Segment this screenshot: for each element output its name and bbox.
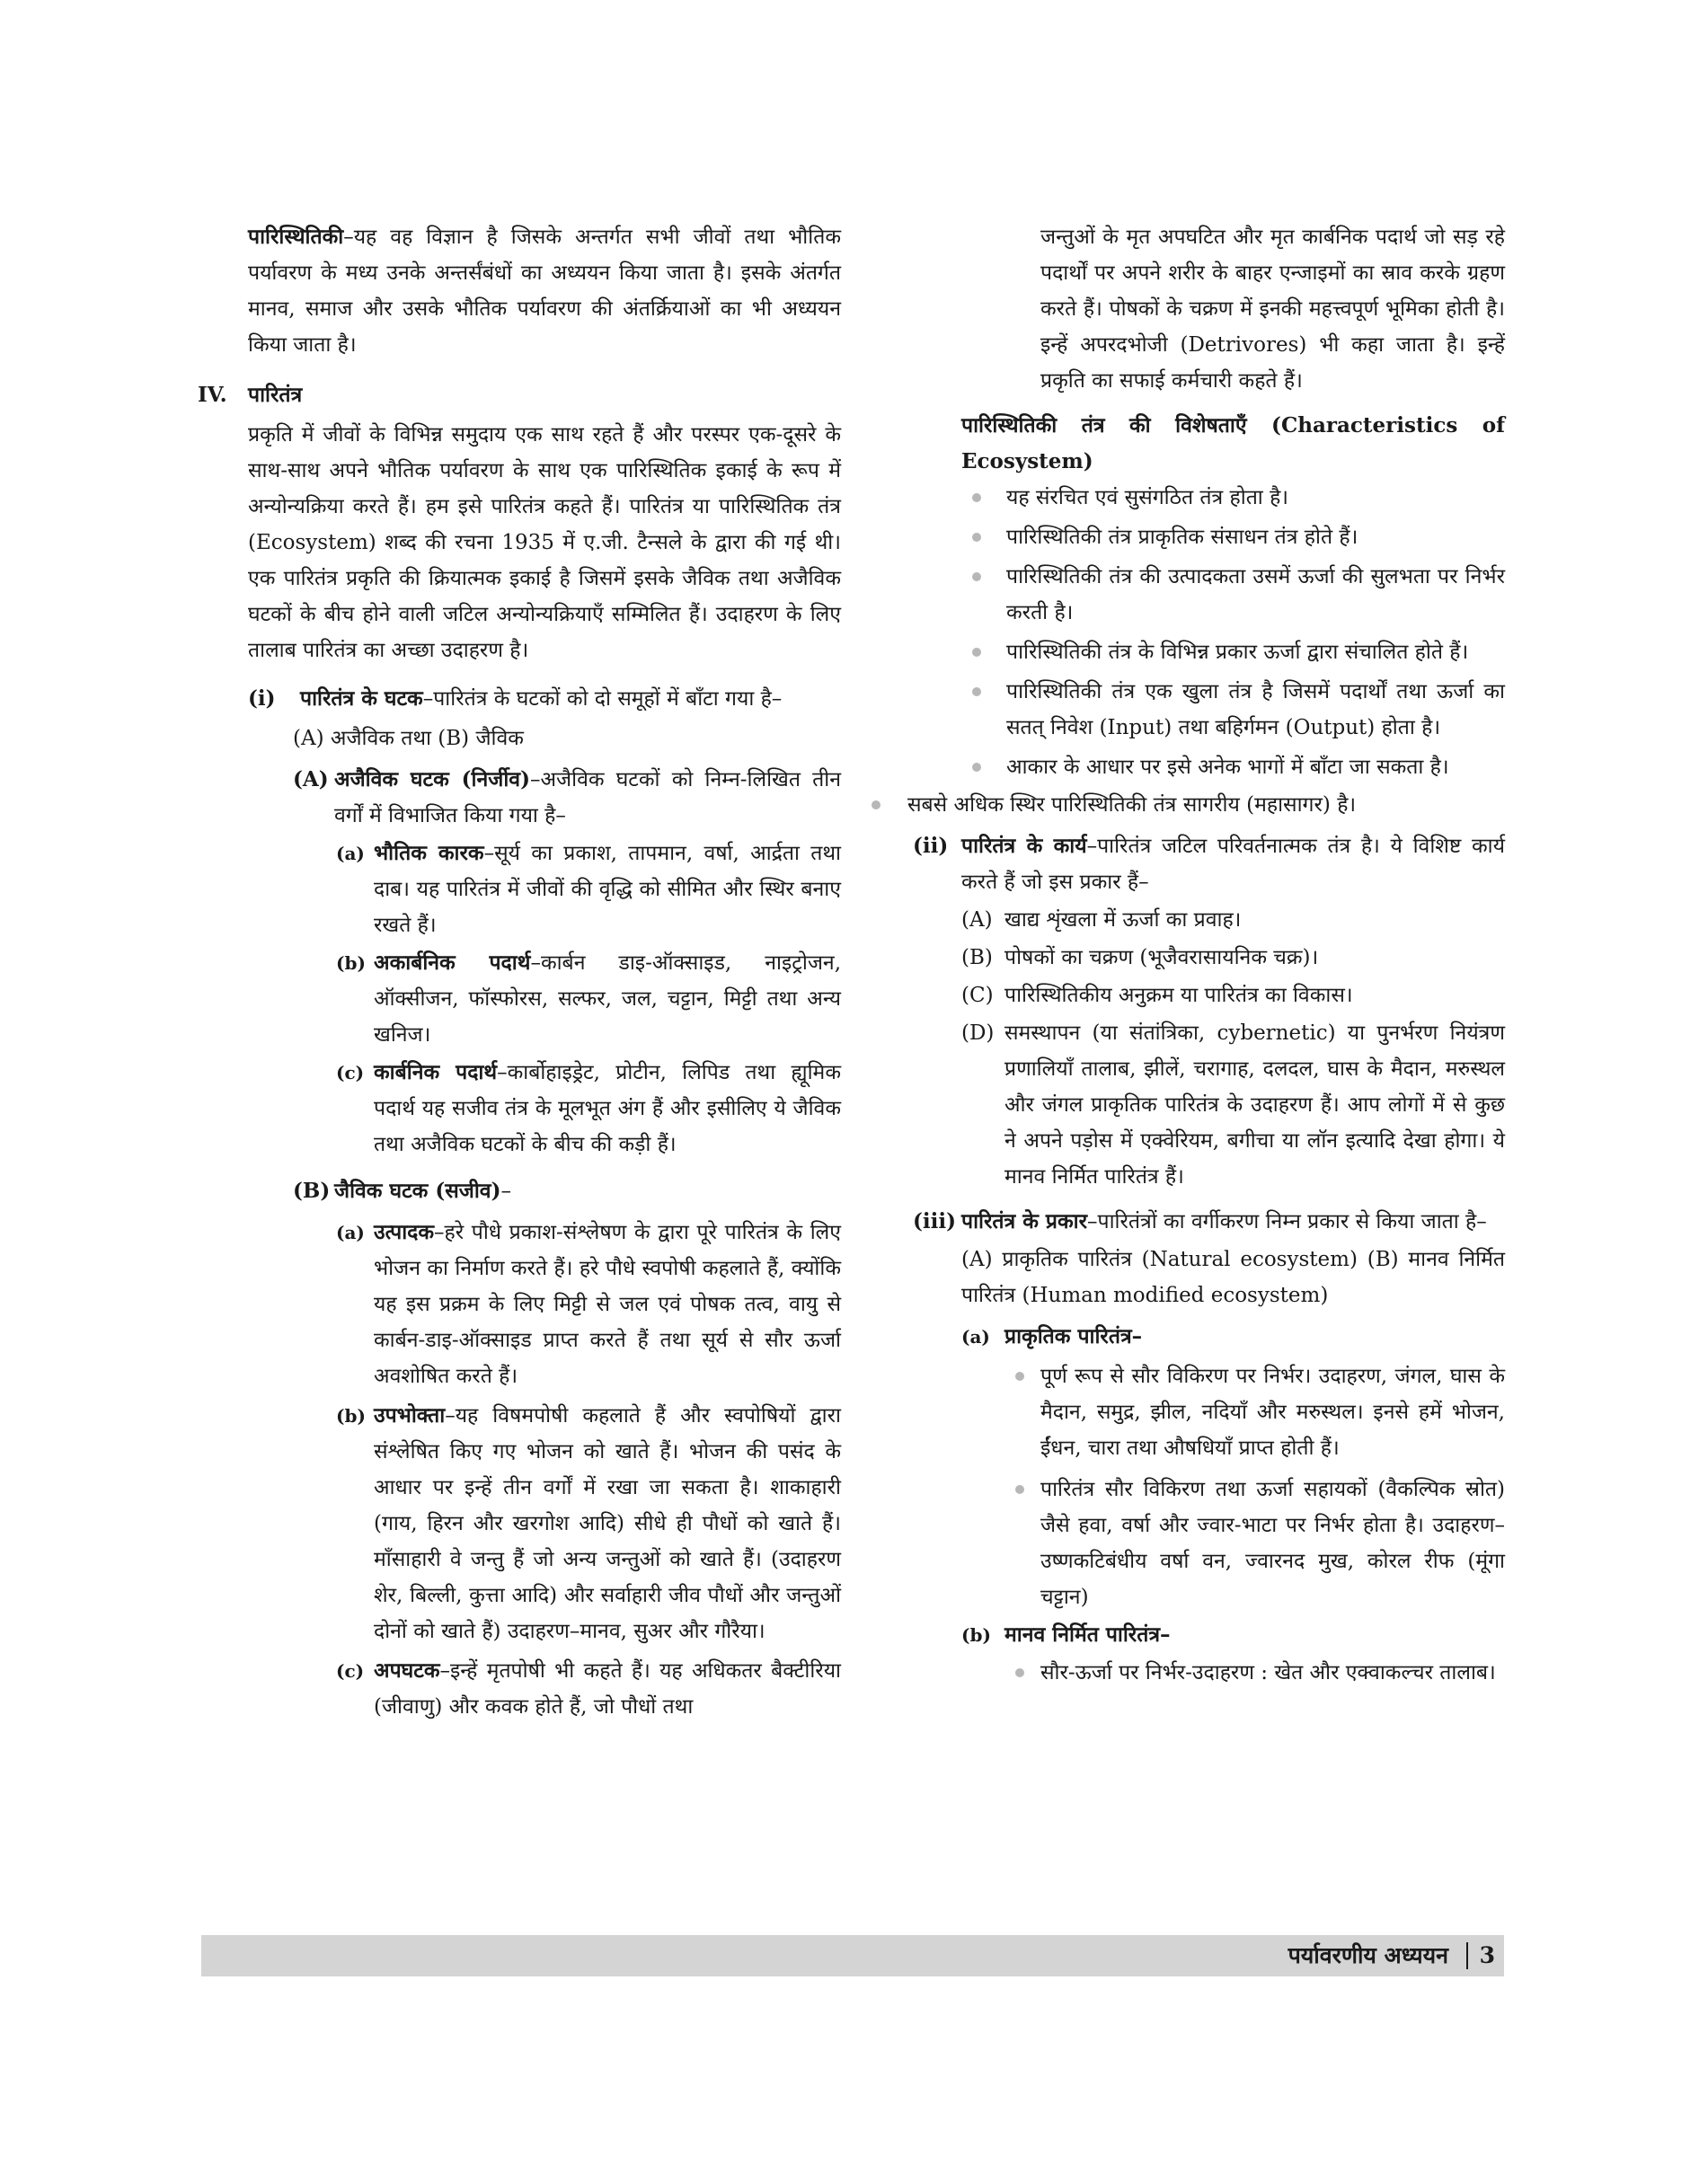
characteristics-heading: पारिस्थितिकी तंत्र की विशेषताएँ (Characteristics of Ecosystem) — [961, 413, 1505, 473]
B-sub-marker: (a) — [336, 1222, 365, 1243]
characteristic-item — [961, 749, 1505, 785]
B-sub-marker: (c) — [336, 1660, 365, 1682]
item-B-marker: (B) — [293, 1179, 331, 1203]
bullet-icon — [1015, 1485, 1024, 1494]
item-A — [248, 762, 841, 834]
item-iii — [907, 1204, 1505, 1240]
natural-ecosystem — [907, 1319, 1505, 1355]
natural-title: प्राकृतिक पारितंत्र– — [1004, 1324, 1143, 1348]
A-sub-title: अकार्बनिक पदार्थ — [374, 950, 531, 975]
intro-term: पारिस्थितिकी — [248, 225, 344, 249]
characteristic-item — [961, 559, 1505, 631]
item-A-marker: (A) — [293, 767, 329, 791]
A-sub-item — [248, 1055, 841, 1162]
item-i-title: पारितंत्र के घटक — [300, 686, 423, 711]
natural-bullet-text: पूर्ण रूप से सौर विकिरण पर निर्भर। उदाहरण, जंगल, घास के मैदान, समुद्र, झील, नदियाँ और मरुस्थल। इनसे हमें भोजन, ईंधन, चारा तथा औषधियाँ प्राप्त होती हैं। — [1040, 1365, 1505, 1460]
A-sub-marker: (c) — [336, 1062, 365, 1083]
outer-bullet-item — [902, 787, 1505, 823]
footer-title: पर्यावरणीय अध्ययन — [1288, 1942, 1448, 1968]
B-sub-item — [248, 1398, 841, 1649]
characteristic-text: पारिस्थितिकी तंत्र एक खुला तंत्र है जिसमें पदार्थों तथा ऊर्जा का सतत् निवेश (Input) तथा बहिर्गमन (Output) होता है। — [1006, 680, 1505, 739]
B-sub-item — [248, 1653, 841, 1725]
characteristic-text: पारिस्थितिकी तंत्र की उत्पादकता उसमें ऊर्जा की सुलभता पर निर्भर करती है। — [1006, 565, 1505, 624]
characteristic-item — [961, 480, 1505, 516]
item-iii-marker: (iii) — [913, 1209, 956, 1233]
item-A-title: अजैविक घटक (निर्जीव) — [334, 767, 530, 791]
B-sub-title: उपभोक्ता — [374, 1403, 446, 1428]
ii-list-item — [907, 902, 1505, 938]
natural-bullets — [907, 1358, 1505, 1615]
human-bullets — [907, 1655, 1505, 1691]
A-sub-marker: (a) — [336, 843, 365, 864]
bullet-icon — [972, 648, 981, 657]
ii-list-marker: (D) — [961, 1021, 995, 1045]
ii-list-marker: (A) — [961, 908, 993, 932]
item-i — [248, 681, 841, 717]
footer-divider — [1466, 1942, 1468, 1969]
B-sub-text: –इन्हें मृतपोषी भी कहते हैं। यह अधिकतर बैक्टीरिया (जीवाणु) और कवक होते हैं, जो पौधों तथा — [374, 1659, 841, 1719]
section-iv-heading — [198, 377, 841, 413]
B-sub-title: उत्पादक — [374, 1220, 435, 1244]
section-iv-paragraph: प्रकृति में जीवों के विभिन्न समुदाय एक साथ रहते हैं और परस्पर एक-दूसरे के साथ-साथ अपने भौतिक पर्यावरण के साथ एक पारिस्थितिक इकाई के रूप में अन्योन्यक्रिया करते हैं। हम इसे पारितंत्र कहते हैं। पारितंत्र या पारिस्थितिक तंत्र (Ecosystem) शब्द की रचना 1935 में ए.जी. टैन्सले के द्वारा की गई थी। एक पारितंत्र प्रकृति की क्रियात्मक इकाई है जिसमें इसके जैविक तथा अजैविक घटकों के बीच होने वाली जटिल अन्योन्यक्रियाएँ सम्मिलित हैं। उदाहरण के लिए तालाब पारितंत्र का अच्छा उदाहरण है। — [248, 423, 841, 662]
item-B-text: – — [500, 1180, 511, 1203]
ii-list-text: पोषकों का चक्रण (भूजैवरासायनिक चक्र)। — [1004, 946, 1319, 969]
bullet-icon — [972, 572, 981, 581]
bullet-icon — [1015, 1668, 1024, 1677]
A-sub-list — [248, 835, 841, 1162]
human-title: मानव निर्मित पारितंत्र– — [1004, 1622, 1171, 1647]
human-bullet-text: सौर-ऊर्जा पर निर्भर-उदाहरण : खेत और एक्वाकल्चर तालाब। — [1040, 1661, 1496, 1684]
ii-list-item — [907, 977, 1505, 1013]
ii-list-marker: (C) — [961, 984, 994, 1007]
item-i-marker: (i) — [248, 686, 276, 711]
page-number: 3 — [1479, 1942, 1495, 1968]
A-sub-text: –कार्बोहाइड्रेट, प्रोटीन, लिपिड तथा ह्यूमिक पदार्थ यह सजीव तंत्र के मूलभूत अंग हैं और इसीलिए ये जैविक तथा अजैविक घटकों के बीच की कड़ी हैं। — [374, 1061, 841, 1156]
natural-bullet-item — [1004, 1472, 1505, 1615]
natural-bullet-item — [1004, 1358, 1505, 1466]
A-sub-item — [248, 945, 841, 1053]
bullet-icon — [872, 800, 881, 809]
ii-list-text: समस्थापन (या संतांत्रिका, cybernetic) या पुनर्भरण नियंत्रण प्रणालियाँ तालाब, झीलें, चरागाह, दलदल, घास के मैदान, मरुस्थल और जंगल प्राकृतिक पारितंत्र के उदाहरण हैं। आप लोगों में से कुछ ने अपने पड़ोस में एक्वेरियम, बगीचा या लॉन इत्यादि देखा होगा। ये मानव निर्मित पारितंत्र हैं। — [1004, 1021, 1505, 1189]
page-footer — [201, 1935, 1504, 1976]
characteristic-item — [961, 519, 1505, 555]
decomposer-continuation: जन्तुओं के मृत अपघटित और मृत कार्बनिक पदार्थ जो सड़ रहे पदार्थों पर अपने शरीर के बाहर एन्जाइमों का स्राव करके ग्रहण करते हैं। पोषकों के चक्रण में इनकी महत्त्वपूर्ण भूमिका होती है। इन्हें अपरदभोजी (Detrivores) भी कहा जाता है। इन्हें प्रकृति का सफाई कर्मचारी कहते हैं। — [1040, 225, 1505, 393]
bullet-icon — [1015, 1372, 1024, 1381]
A-sub-text: –कार्बन डाइ-ऑक्साइड, नाइट्रोजन, ऑक्सीजन, फॉस्फोरस, सल्फर, जल, चट्टान, मिट्टी तथा अन्य खनिज। — [374, 951, 842, 1047]
ii-list-item — [907, 1015, 1505, 1195]
item-iii-title: पारितंत्र के प्रकार — [961, 1209, 1087, 1233]
B-sub-text: –यह विषमपोषी कहलाते हैं और स्वपोषियों द्वारा संश्लेषित किए गए भोजन को खाते हैं। भोजन की पसंद के आधार पर इन्हें तीन वर्गों में रखा जा सकता है। शाकाहारी (गाय, हिरन और खरगोश आदि) सीधे ही पौधों को खाते हैं। माँसाहारी वे जन्तु हैं जो अन्य जन्तुओं को खाते हैं। (उदाहरण शेर, बिल्ली, कुत्ता आदि) और सर्वाहारी जीव पौधों और जन्तुओं दोनों को खाते हैं) उदाहरण–मानव, सुअर और गौरैया। — [374, 1404, 841, 1643]
bullet-icon — [972, 533, 981, 542]
characteristic-item — [961, 634, 1505, 670]
item-ii-title: पारितंत्र के कार्य — [961, 834, 1087, 858]
characteristic-text: पारिस्थितिकी तंत्र प्राकृतिक संसाधन तंत्र होते हैं। — [1006, 526, 1358, 549]
ii-list-marker: (B) — [961, 946, 993, 969]
section-iv-title: पारितंत्र — [248, 383, 303, 407]
natural-bullet-text: पारितंत्र सौर विकिरण तथा ऊर्जा सहायकों (वैकल्पिक स्रोत) जैसे हवा, वर्षा और ज्वार-भाटा पर निर्भर होता है। उदाहरण– उष्णकटिबंधीय वर्षा वन, ज्वारनद मुख, कोरल रीफ (मूंगा चट्टान) — [1040, 1478, 1505, 1609]
outer-bullet-text: सबसे अधिक स्थिर पारिस्थितिकी तंत्र सागरीय (महासागर) है। — [907, 793, 1357, 817]
B-sub-title: अपघटक — [374, 1658, 440, 1683]
characteristic-text: यह संरचित एवं सुसंगठित तंत्र होता है। — [1006, 486, 1289, 509]
B-sub-item — [248, 1215, 841, 1394]
bullet-icon — [972, 687, 981, 696]
item-B-title: जैविक घटक (सजीव) — [334, 1179, 501, 1203]
bullet-icon — [972, 493, 981, 502]
ii-list — [907, 902, 1505, 1195]
A-sub-item — [248, 835, 841, 943]
characteristic-text: पारिस्थितिकी तंत्र के विभिन्न प्रकार ऊर्जा द्वारा संचालित होते हैं। — [1006, 641, 1469, 664]
right-column — [907, 219, 1505, 1691]
section-iv-numeral: IV. — [198, 383, 227, 407]
item-ii-text: –पारितंत्र जटिल परिवर्तनात्मक तंत्र है। ये विशिष्ट कार्य करते हैं जो इस प्रकार हैं– — [961, 835, 1505, 894]
item-iii-types: (A) प्राकृतिक पारितंत्र (Natural ecosystem) (B) मानव निर्मित पारितंत्र (Human modified ecosystem) — [961, 1248, 1505, 1307]
left-column — [198, 219, 842, 1725]
human-marker: (b) — [961, 1624, 991, 1646]
A-sub-text: –सूर्य का प्रकाश, तापमान, वर्षा, आर्द्रता तथा दाब। यह पारितंत्र में जीवों की वृद्धि को सीमित और स्थिर बनाए रखते हैं। — [374, 842, 841, 937]
ii-list-item — [907, 940, 1505, 976]
human-bullet-item — [1004, 1655, 1505, 1691]
characteristic-text: आकार के आधार पर इसे अनेक भागों में बाँटा जा सकता है। — [1006, 756, 1449, 779]
item-ii-marker: (ii) — [913, 834, 949, 858]
ii-list-text: पारिस्थितिकीय अनुक्रम या पारितंत्र का विकास। — [1004, 984, 1353, 1007]
intro-text: –यह वह विज्ञान है जिसके अन्तर्गत सभी जीवों तथा भौतिक पर्यावरण के मध्य उनके अन्तर्संबंधों का अध्ययन किया जाता है। इसके अंतर्गत मानव, समाज और उसके भौतिक पर्यावरण की अंतर्क्रियाओं का भी अध्ययन किया जाता है। — [248, 225, 841, 357]
ii-list-text: खाद्य शृंखला में ऊर्जा का प्रवाह। — [1004, 908, 1242, 932]
A-sub-title: कार्बनिक पदार्थ — [374, 1060, 498, 1084]
A-sub-title: भौतिक कारक — [374, 841, 484, 865]
item-i-groups: (A) अजैविक तथा (B) जैविक — [293, 727, 524, 750]
characteristic-item — [961, 674, 1505, 746]
item-i-text: –पारितंत्र के घटकों को दो समूहों में बाँटा गया है– — [422, 687, 783, 711]
A-sub-marker: (b) — [336, 952, 366, 974]
item-ii — [907, 828, 1505, 900]
natural-marker: (a) — [961, 1326, 990, 1348]
B-sub-text: –हरे पौधे प्रकाश-संश्लेषण के द्वारा पूरे पारितंत्र के लिए भोजन का निर्माण करते हैं। हरे पौधे स्वपोषी कहलाते हैं, क्योंकि यह इस प्रक्रम के लिए मिट्टी से जल एवं पोषक तत्व, वायु से कार्बन-डाइ-ऑक्साइड प्राप्त करते हैं तथा सूर्य से सौर ऊर्जा अवशोषित करते हैं। — [374, 1221, 841, 1388]
human-ecosystem — [907, 1617, 1505, 1653]
item-iii-text: –पारितंत्रों का वर्गीकरण निम्न प्रकार से किया जाता है– — [1087, 1210, 1487, 1233]
characteristics-list — [907, 480, 1505, 785]
B-sub-marker: (b) — [336, 1405, 366, 1427]
bullet-icon — [972, 763, 981, 772]
B-sub-list — [248, 1215, 841, 1725]
intro-paragraph — [248, 219, 841, 363]
item-A-text: –अजैविक घटकों को निम्न-लिखित तीन वर्गों में विभाजित किया गया है– — [334, 768, 841, 827]
item-B — [248, 1173, 841, 1209]
